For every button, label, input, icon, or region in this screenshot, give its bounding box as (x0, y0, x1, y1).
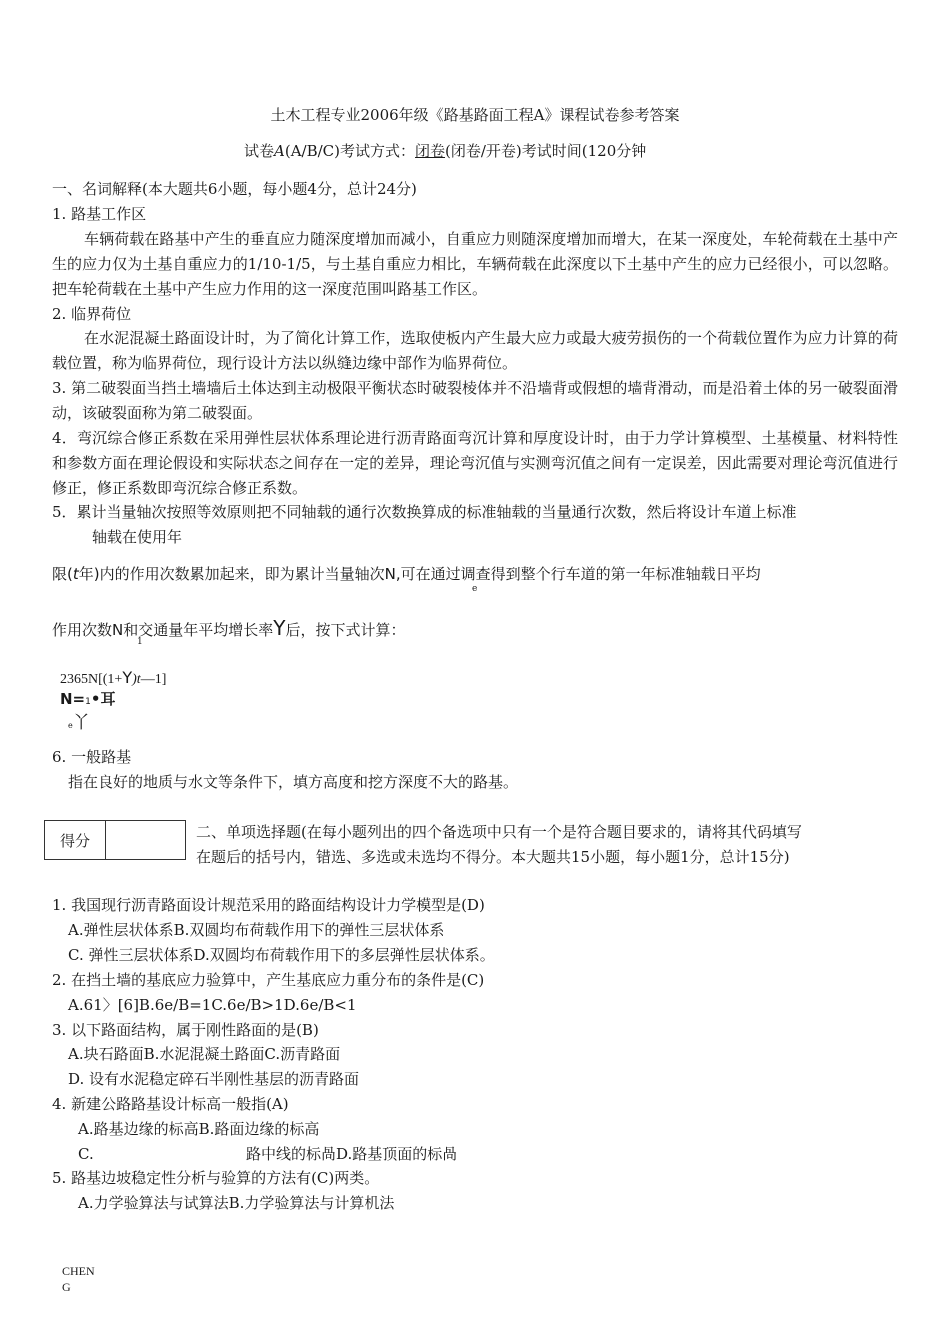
exam-prefix: 试卷 (244, 142, 275, 160)
mcq4-stem: 4. 新建公路路基设计标高一般指(A) (52, 1095, 289, 1113)
exam-mode: 闭卷 (415, 142, 446, 160)
formula-numerator (60, 668, 166, 688)
q5-line4-a: 作用次数N (52, 621, 124, 639)
q2-body: 在水泥混凝土路面设计时，为了简化计算工作，选取使板内产生最大应力或最大疲劳损伤的一个荷载位置作为应力计算的荷载位置，称为临界荷位，现行设计方法以纵缝边缘中部作为临界荷位。 (52, 329, 898, 372)
q6-body: 指在良好的地质与水文等条件下，填方高度和挖方深度不大的路基。 (68, 773, 519, 791)
mcq5-stem: 5. 路基边坡稳定性分析与验算的方法有(C)两类。 (52, 1169, 380, 1187)
score-box (44, 820, 186, 860)
formula-bottom (68, 708, 90, 733)
q6-title: 6. 一般路基 (52, 748, 132, 766)
mcq3-options-2: D. 设有水泥稳定碎石半刚性基层的沥青路面 (68, 1070, 360, 1088)
q3-body: 3. 第二破裂面当挡土墙墙后土体达到主动极限平衡状态时破裂棱体并不沿墙背或假想的墙背滑动，而是沿着土体的另一破裂面滑动，该破裂面称为第二破裂面。 (52, 379, 898, 422)
score-label: 得分 (45, 821, 106, 859)
exam-version: A (274, 142, 285, 160)
formula-bot-sub: e (68, 721, 73, 730)
mcq2-stem: 2. 在挡土墙的基底应力验算中，产生基底应力重分布的条件是(C) (52, 971, 485, 989)
q5-n1-subscript: 1 (137, 637, 143, 647)
q1-title: 1. 路基工作区 (52, 205, 147, 223)
document-title: 土木工程专业2006年级《路基路面工程A》课程试卷参考答案 (270, 106, 680, 124)
formula-bot: 丫 (72, 713, 90, 733)
q5-ne-subscript: e (472, 584, 478, 594)
footer-line1: CHEN (62, 1264, 95, 1278)
formula-top-a: 2365N[(1+ (60, 672, 123, 687)
section2-heading-line2: 在题后的括号内，错选、多选或未选均不得分。本大题共15小题，每小题1分，总计15分) (196, 848, 790, 866)
formula-mid-end: •耳 (90, 690, 116, 708)
footer-line2: G (62, 1280, 71, 1294)
mcq2-options-1: A.61〉[6]B.6e/B=1C.6e/B>1D.6e/B<1 (68, 996, 357, 1014)
mcq4-options-1: A.路基边缘的标高B.路面边缘的标高 (78, 1120, 320, 1138)
mcq3-options-1: A.块石路面B.水泥混凝土路面C.沥青路面 (68, 1045, 341, 1063)
mcq4-options-2b: 路中线的标咼D.路基顶面的标咼 (246, 1145, 458, 1163)
mcq5-options-1: A.力学验算法与试算法B.力学验算法与计算机法 (78, 1194, 395, 1212)
section1-heading: 一、名词解释(本大题共6小题，每小题4分，总计24分) (52, 180, 417, 198)
mcq1-options-1: A.弹性层状体系B.双圆均布荷载作用下的弹性三层状体系 (68, 921, 445, 939)
q5-line3 (52, 562, 761, 586)
formula-t: )t (132, 672, 141, 687)
formula-n-eq: N= (60, 690, 86, 708)
q2-title: 2. 临界荷位 (52, 305, 132, 323)
exam-options: (A/B/C)考试方式： (284, 142, 416, 160)
exam-info-line (244, 140, 646, 161)
q5-line4 (52, 616, 405, 642)
mcq1-options-2: C. 弹性三层状体系D.双圆均布荷载作用下的多层弹性层状体系。 (68, 946, 495, 964)
formula-top-end: —1] (140, 672, 167, 687)
q5-line3-t: t (72, 565, 79, 583)
q5-line1: 5．累计当量轴次按照等效原则把不同轴载的通行次数换算成的标准轴载的当量通行次数，然后将设计车道上标准 (52, 503, 797, 521)
formula-mid-sub: 1 (85, 697, 91, 707)
formula-mid (60, 688, 115, 709)
footer-mark (62, 1263, 95, 1295)
formula-gamma: Y (122, 668, 133, 687)
score-value-cell (106, 821, 185, 859)
q5-gamma: Y (273, 616, 286, 640)
q5-line3-a: 限( (52, 565, 73, 583)
q5-line2: 轴载在使用年 (92, 528, 183, 546)
q5-line4-c: 后，按下式计算： (285, 621, 406, 639)
q1-body: 车辆荷载在路基中产生的垂直应力随深度增加而减小，自重应力则随深度增加而增大，在某一深度处，车轮荷载在土基中产生的应力仅为土基自重应力的1/10-1/5，与土基自重应力相比，车辆荷载在此深度以下土基中产生的应力已经很小，可以忽略。把车轮荷载在土基中产生应力作用的这一深度范围叫路基工作区。 (52, 230, 898, 298)
q5-line4-b: 和交通量年平均增长率 (123, 621, 274, 639)
q4-body: 4．弯沉综合修正系数在采用弹性层状体系理论进行沥青路面弯沉计算和厚度设计时，由于力学计算模型、土基模量、材料特性和参数方面在理论假设和实际状态之间存在一定的差异，理论弯沉值与实测弯沉值之间有一定误差，因此需要对理论弯沉值进行修正，修正系数即弯沉综合修正系数。 (52, 429, 898, 497)
q5-line3-c: ,可在通过调查得到整个行车道的第一年标准轴载日平均 (395, 565, 761, 583)
section2-heading-line1: 二、单项选择题(在每小题列出的四个备选项中只有一个是符合题目要求的，请将其代码填写 (196, 823, 802, 841)
q5-line3-b: 年)内的作用次数累加起来，即为累计当量轴次N (78, 565, 396, 583)
mcq3-stem: 3. 以下路面结构，属于刚性路面的是(B) (52, 1021, 319, 1039)
mcq4-options-2a: C. (78, 1145, 94, 1163)
exam-mode-note: (闭卷/开卷)考试时间(120分钟 (445, 142, 647, 160)
mcq1-stem: 1. 我国现行沥青路面设计规范采用的路面结构设计力学模型是(D) (52, 896, 485, 914)
